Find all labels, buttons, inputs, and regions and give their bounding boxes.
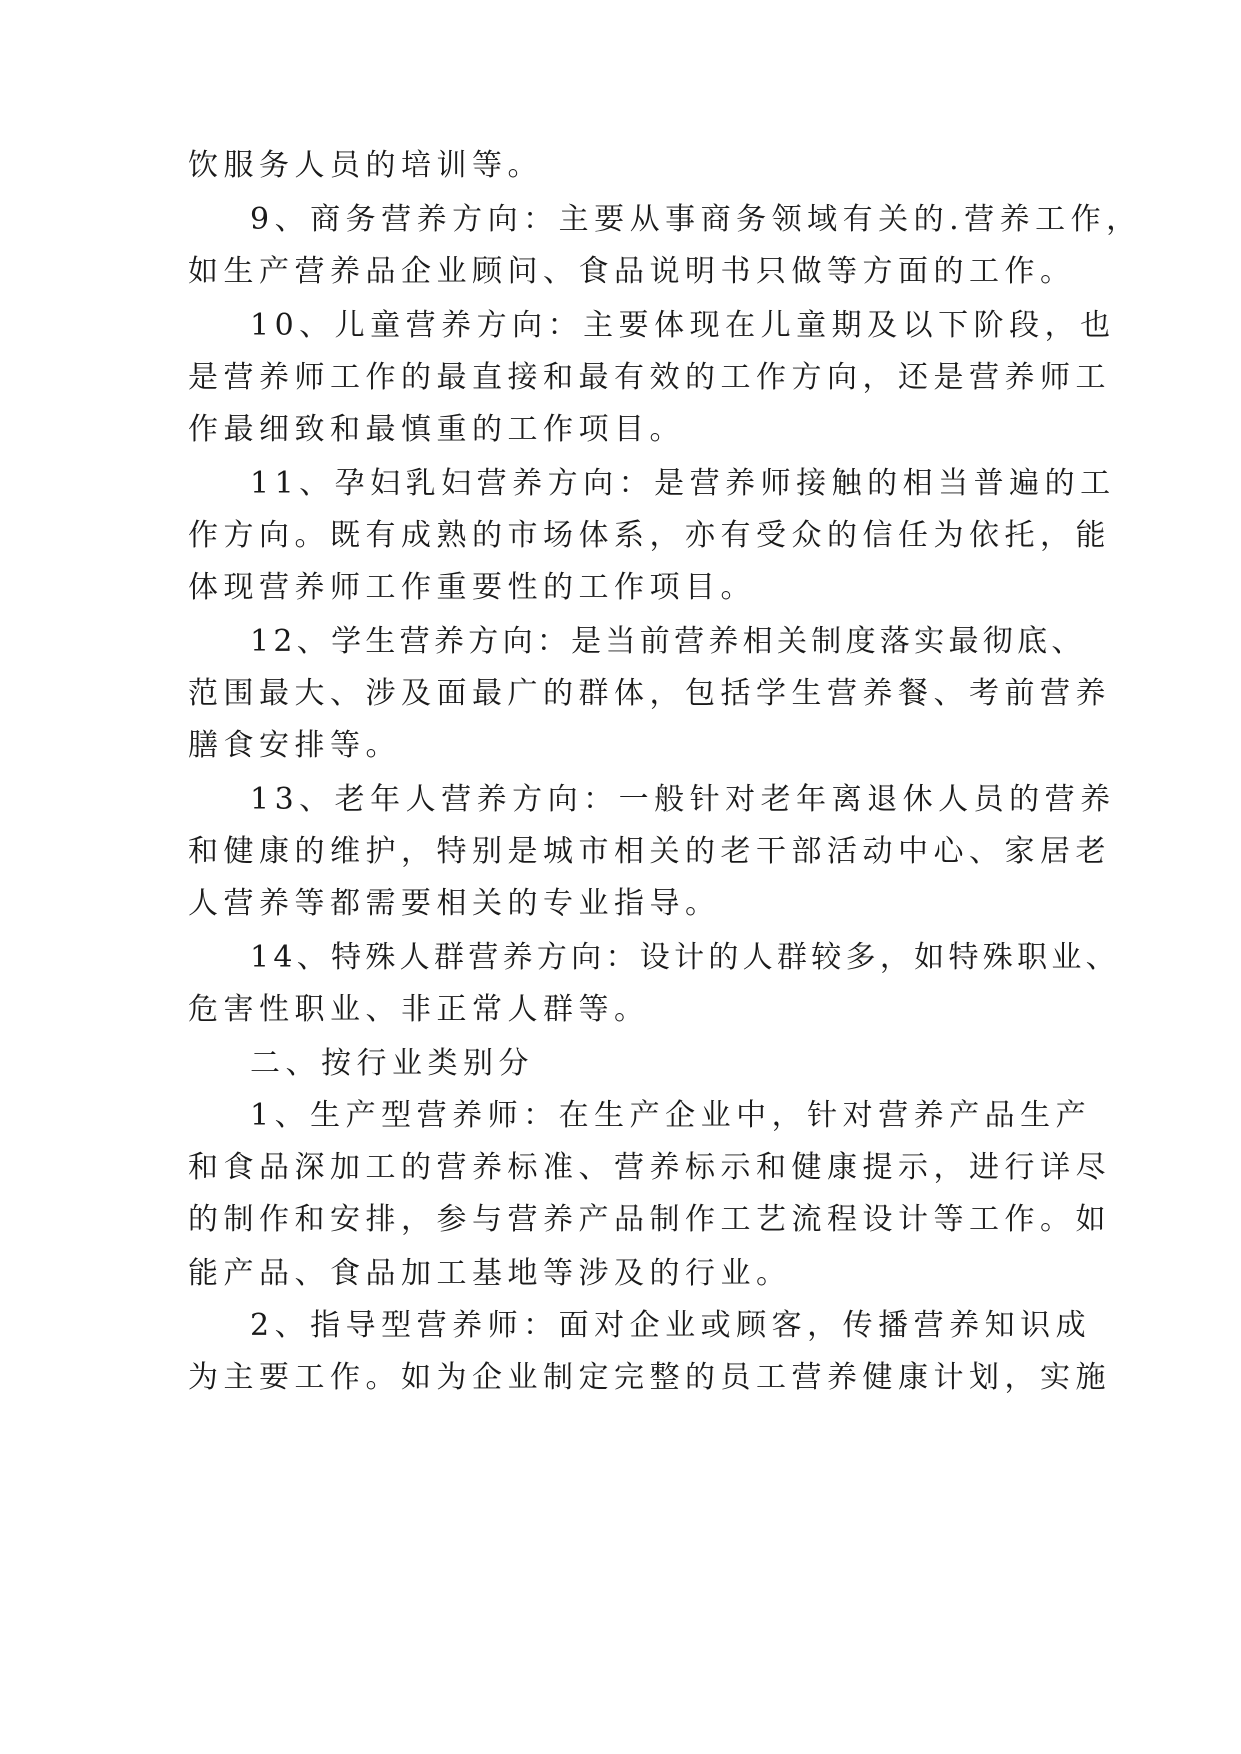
text-line: 是营养师工作的最直接和最有效的工作方向，还是营养师工	[188, 360, 1111, 395]
text-line: 饮服务人员的培训等。	[188, 148, 543, 183]
text-line: 13、老年人营养方向：一般针对老年离退休人员的营养	[250, 782, 1116, 817]
text-line: 如生产营养品企业顾问、食品说明书只做等方面的工作。	[188, 254, 1076, 289]
text-line: 14、特殊人群营养方向：设计的人群较多，如特殊职业、	[250, 940, 1120, 975]
text-line: 膳食安排等。	[188, 728, 401, 763]
section-heading: 二、按行业类别分	[250, 1046, 534, 1081]
text-line: 11、孕妇乳妇营养方向：是营养师接触的相当普遍的工	[250, 466, 1116, 501]
text-line: 范围最大、涉及面最广的群体，包括学生营养餐、考前营养	[188, 676, 1111, 711]
text-line: 2、指导型营养师：面对企业或顾客，传播营养知识成	[250, 1308, 1092, 1343]
text-line: 人营养等都需要相关的专业指导。	[188, 886, 721, 921]
text-line: 和健康的维护，特别是城市相关的老干部活动中心、家居老	[188, 834, 1111, 869]
text-line: 体现营养师工作重要性的工作项目。	[188, 570, 756, 605]
text-line: 为主要工作。如为企业制定完整的员工营养健康计划，实施	[188, 1360, 1111, 1395]
text-line: 能产品、食品加工基地等涉及的行业。	[188, 1256, 792, 1291]
text-line: 10、儿童营养方向：主要体现在儿童期及以下阶段，也	[250, 308, 1116, 343]
text-line: 12、学生营养方向：是当前营养相关制度落实最彻底、	[250, 624, 1086, 659]
text-line: 的制作和安排，参与营养产品制作工艺流程设计等工作。如	[188, 1202, 1111, 1237]
text-line: 危害性职业、非正常人群等。	[188, 992, 650, 1027]
text-line: 9、商务营养方向：主要从事商务领域有关的.营养工作，	[250, 202, 1142, 237]
text-line: 作方向。既有成熟的市场体系，亦有受众的信任为依托，能	[188, 518, 1111, 553]
text-line: 1、生产型营养师：在生产企业中，针对营养产品生产	[250, 1098, 1092, 1133]
text-line: 和食品深加工的营养标准、营养标示和健康提示，进行详尽	[188, 1150, 1111, 1185]
text-line: 作最细致和最慎重的工作项目。	[188, 412, 685, 447]
